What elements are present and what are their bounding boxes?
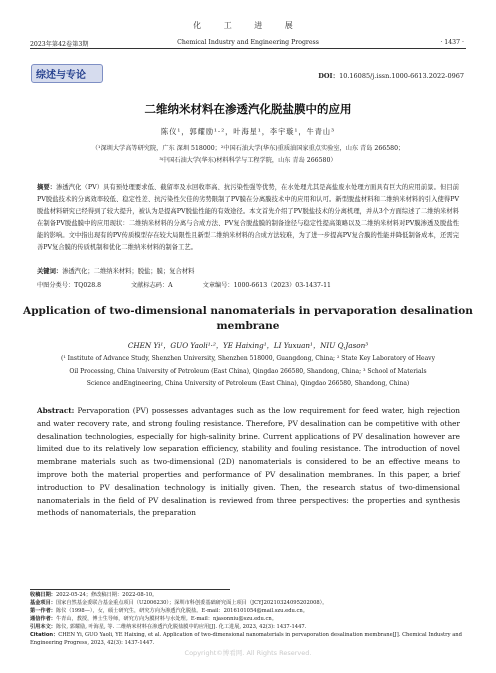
affiliation-cn-2: ³中国石油大学(华东)材料科学与工程学院，山东 青岛 266580）	[159, 157, 337, 164]
footnote-text: 陈仪, 郭耀励, 叶海星, 等. 二维纳米材料在渗透汽化脱盐膜中的应用[J]. 化工进展, 2023, 42(3): 1437-1447.	[55, 624, 307, 630]
footnote-received	[30, 591, 470, 599]
keywords-cn-text: 渗透汽化；二维纳米材料；脱盐；膜；复合材料	[62, 268, 195, 275]
journal-title-en: Chemical Industry and Engineering Progress	[177, 39, 319, 46]
doi[interactable]	[318, 71, 464, 80]
header-rule	[30, 48, 466, 49]
footnote-text: 国家自然基金委联合基金重点项目（U2006230）；深圳市科创委基础研究面上项目（JCYJ20210324095202008）。	[55, 600, 328, 606]
abstract-cn-text: 渗透汽化（PV）具有预处理要求低、截留率及水回收率高、抗污染性强等优势，在水处理尤其是高盐废水处理方面具有巨大的应用前景。但目前PV脱盐技术的分离效率较低、稳定性差、抗污染性欠佳的劣势限制了PV膜在分离膜技术中的应用和认可。新型脱盐材料和二维纳米材料的引入使得PV脱盐材料研究已经得到了较大提升，被认为是提高PV脱盐性能的有效途径。本文首先介绍了PV脱盐技术的分离机理，并从3个方面综述了二维纳米材料在制备PV脱盐膜中的应用现状：二维纳米材料的分离与合成方法、PV复合脱盐膜的制备途径与稳定性提高策略以及二维纳米材料对PV膜渗透及脱盐性能的影响。文中指出现有的PV传质模型存在较大局限性且新型二维纳米材料的合成方法较难，为了进一步提高PV复合膜的性能并降低制备成本，还需完善PV复合膜的传质机制和优化二维纳米材料的制备工艺。	[37, 184, 459, 251]
footnote-corresponding	[30, 615, 470, 623]
footnote-funding	[30, 599, 470, 607]
abstract-en	[37, 405, 460, 520]
footnote-label: 通信作者：	[30, 616, 56, 622]
footnote-text: 陈仪（1998—），女，硕士研究生，研究方向为渗透汽化脱盐。E-mail：2016101054@mail.szu.edu.cn。	[55, 608, 308, 614]
journal-title-cn: 化 工 进 展	[193, 21, 303, 30]
section-badge-label: 综述与专论	[36, 70, 86, 81]
abstract-en-text: Pervaporation (PV) possesses advantages such as the low requirement for feed water, high rejection and water recovery rate, and strong fouling resistance. Therefore, PV desalination can be competitive with other desalination technologies, especially for high-salinity brine. Current applications of PV desalination however are limited due to its relatively low separation efficiency, stability and fouling resistance. The introduction of novel membrane materials such as two-dimensional (2D) nanomaterials is considered to be an effective means to improve both the material properties and performance of PV desalination membranes. In this paper, a brief introduction to PV desalination technology is initially given. Then, the research status of two-dimensional nanomaterials in the field of PV desalination is reviewed from three perspectives: the properties and synthesis methods of nanomaterials, the preparation	[37, 406, 460, 518]
footnote-label: Citation：	[30, 632, 59, 638]
affiliation-cn-1: （¹深圳大学高等研究院，广东 深圳 518000；²中国石油大学(华东)重质油国家重点实验室，山东 青岛 266580；	[91, 145, 405, 152]
document-code: 文献标志码：A	[131, 282, 173, 289]
footnote-label: 第一作者：	[30, 608, 56, 614]
title-cn: 二维纳米材料在渗透汽化脱盐膜中的应用	[144, 102, 352, 116]
issue-info: 2023年第42卷第3期	[30, 41, 89, 48]
clc-number: 中图分类号：TQ028.8	[37, 282, 102, 289]
authors-en: CHEN Yi¹，GUO Yaoli¹·²，YE Haixing¹，LI Yuxuan¹，NIU Q.Jason³	[127, 341, 369, 350]
doi-label: DOI：	[318, 72, 340, 80]
doi-value: 10.16085/j.issn.1000-6613.2022-0967	[339, 72, 464, 80]
abstract-en-label: Abstract:	[37, 406, 75, 415]
footnote-citation-cn	[30, 623, 470, 631]
footnote-text: CHEN Yi, GUO Yaoli, YE Haixing, et al. Application of two-dimensional nanomaterials in pervaporation desalination membrane[J]. Chemical Industry and Engineering Progress, 2023, 42(3): 1437-1447.	[30, 632, 462, 646]
footnote-text: 2022-05-24；修改稿日期：2022-08-10。	[55, 592, 158, 598]
classification-meta	[37, 280, 361, 289]
abstract-cn	[37, 182, 459, 254]
footnote-label: 收稿日期：	[30, 592, 56, 598]
footnote-label: 引用本文：	[30, 624, 56, 630]
affiliations-en: (¹ Institute of Advance Study, Shenzhen University, Shenzhen 518000, Guangdong, China; ² State Key Laboratory of Heavy Oil Processing, China University of Petroleum (East China), Qingdao 266580, Shandong, China; ³ School of Materials Science andEngineering, China University of Petroleum (East China), Qingdao 266580, Shandong, China)	[61, 355, 435, 387]
keywords-cn	[37, 266, 459, 278]
title-en: Application of two-dimensional nanomaterials in pervaporation desalination membrane	[23, 305, 473, 332]
footnote-rule	[30, 589, 230, 590]
footnote-text: 牛青山，教授，博士生导师，研究方向为膜材料与水处理。E-mail：njasonniu@szu.edu.cn。	[55, 616, 277, 622]
page-number: · 1437 ·	[440, 39, 464, 46]
copyright-watermark: Copyright©博看网. All Rights Reserved.	[184, 649, 312, 657]
footnote-label: 基金项目：	[30, 600, 56, 606]
abstract-cn-label: 摘要：	[37, 184, 57, 191]
footnote-citation-en	[30, 631, 470, 647]
authors-cn: 陈仪¹，郭耀励¹·²，叶海星¹，李宇璇¹，牛青山³	[161, 127, 335, 136]
footnote-first-author	[30, 607, 470, 615]
article-number: 文章编号：1000-6613（2023）03-1437-11	[202, 282, 331, 289]
keywords-cn-label: 关键词：	[37, 268, 63, 275]
